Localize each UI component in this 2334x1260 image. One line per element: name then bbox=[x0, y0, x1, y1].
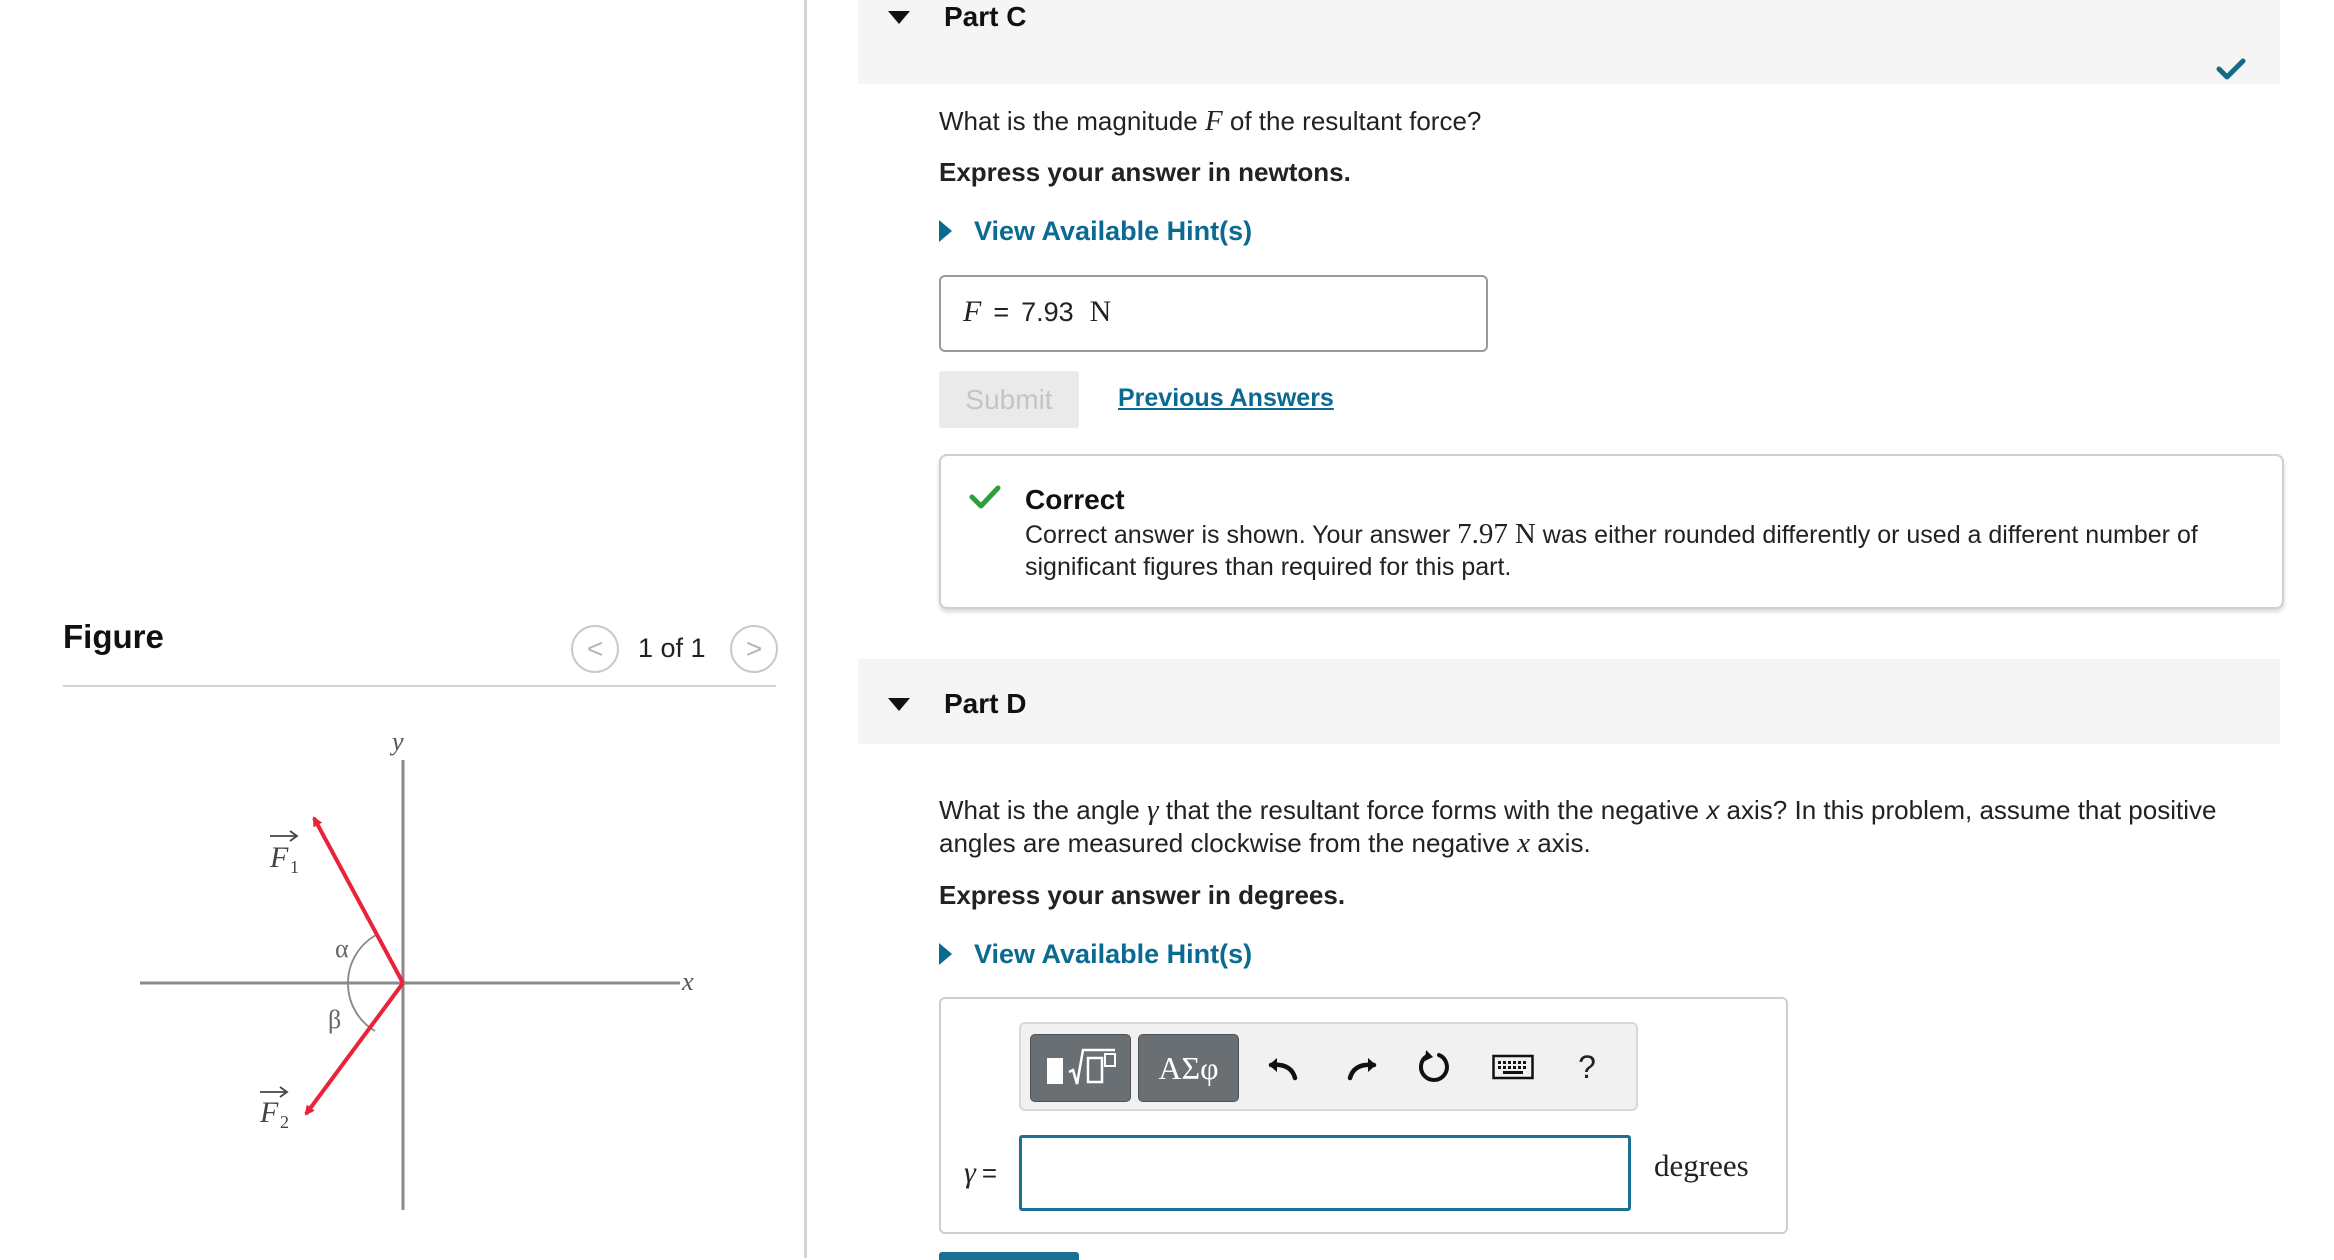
chevron-left-icon: < bbox=[586, 633, 604, 664]
redo-icon bbox=[1344, 1052, 1378, 1082]
reset-icon bbox=[1417, 1049, 1453, 1085]
undo-button[interactable] bbox=[1261, 1044, 1307, 1090]
feedback-unit: N bbox=[1514, 518, 1536, 550]
alpha-arc bbox=[348, 934, 378, 983]
part-d-instruction: Express your answer in degrees. bbox=[939, 880, 1346, 910]
vector-f2-subscript: 2 bbox=[280, 1112, 289, 1132]
part-c-title: Part C bbox=[944, 1, 1027, 32]
caret-down-icon bbox=[888, 11, 910, 24]
gamma-answer-input[interactable] bbox=[1019, 1135, 1631, 1211]
templates-button[interactable] bbox=[1030, 1034, 1131, 1102]
math-toolbar bbox=[1019, 1022, 1638, 1111]
part-d-submit-button[interactable] bbox=[939, 1252, 1079, 1260]
part-d-hints-toggle[interactable] bbox=[939, 939, 1252, 969]
answer-equals: = bbox=[993, 297, 1010, 327]
correct-feedback-box bbox=[939, 454, 2284, 609]
figure-title: Figure bbox=[63, 618, 164, 655]
keyboard-button[interactable] bbox=[1486, 1044, 1540, 1090]
greek-symbols-button[interactable]: ΑΣφ bbox=[1138, 1034, 1239, 1102]
feedback-line-1: Correct answer is shown. Your answer 7.97 N was either rounded differently or used a different number of bbox=[1025, 518, 2198, 550]
gamma-variable: γ bbox=[1147, 794, 1159, 826]
angle-beta-label: β bbox=[328, 1005, 342, 1034]
question-variable: F bbox=[1204, 105, 1223, 137]
part-c-header[interactable] bbox=[858, 0, 2280, 84]
previous-answers-link[interactable]: Previous Answers bbox=[1118, 384, 1334, 412]
chevron-right-icon: > bbox=[745, 633, 763, 664]
reset-button[interactable] bbox=[1412, 1044, 1458, 1090]
undo-icon bbox=[1267, 1052, 1301, 1082]
answer-value: 7.93 bbox=[1021, 297, 1074, 327]
help-button[interactable]: ? bbox=[1578, 1048, 1596, 1085]
view-hints-link[interactable]: View Available Hint(s) bbox=[974, 938, 1253, 969]
figure-prev-button[interactable] bbox=[571, 625, 619, 673]
caret-down-icon bbox=[888, 698, 910, 711]
caret-right-icon bbox=[939, 220, 952, 242]
part-c-answer-box bbox=[939, 275, 1488, 352]
feedback-value: 7.97 bbox=[1457, 518, 1508, 550]
part-c-instruction: Express your answer in newtons. bbox=[939, 157, 1351, 187]
feedback-line-2: significant figures than required for this part. bbox=[1025, 553, 1512, 581]
gamma-input-label: γ = bbox=[964, 1156, 998, 1189]
answer-unit: N bbox=[1089, 295, 1112, 328]
vector-f1-label: F bbox=[270, 841, 289, 874]
templates-icon bbox=[1041, 1046, 1121, 1090]
angle-alpha-label: α bbox=[335, 934, 349, 963]
part-d-question-line-2: angles are measured clockwise from the negative x axis. bbox=[939, 827, 1591, 859]
figure-pager-count: 1 of 1 bbox=[638, 633, 706, 663]
answer-variable: F bbox=[963, 295, 982, 328]
view-hints-link[interactable]: View Available Hint(s) bbox=[974, 215, 1253, 246]
figure-next-button[interactable] bbox=[730, 625, 778, 673]
y-axis-label: y bbox=[392, 727, 404, 756]
part-d-header[interactable] bbox=[858, 659, 2280, 744]
vector-f2-arrow bbox=[306, 983, 403, 1114]
part-d-question-line-1: What is the angle γ that the resultant force forms with the negative x axis? In this problem, assume that positive bbox=[939, 794, 2217, 826]
feedback-title: Correct bbox=[1025, 484, 1125, 515]
part-c-hints-toggle[interactable] bbox=[939, 216, 1252, 246]
unit-label: degrees bbox=[1654, 1148, 1749, 1183]
caret-right-icon bbox=[939, 943, 952, 965]
figure-divider bbox=[63, 685, 776, 687]
part-c-question: What is the magnitude F of the resultant force? bbox=[939, 105, 1482, 137]
x-axis-label: x bbox=[682, 967, 694, 996]
redo-button[interactable] bbox=[1338, 1044, 1384, 1090]
correct-checkmark-icon bbox=[969, 484, 1001, 510]
checkmark-icon bbox=[2216, 57, 2246, 81]
part-c-submit-button[interactable]: Submit bbox=[939, 371, 1079, 428]
force-diagram bbox=[120, 720, 740, 1220]
part-d-title: Part D bbox=[944, 688, 1027, 719]
vector-f1-subscript: 1 bbox=[290, 857, 299, 877]
vector-f1-arrow bbox=[314, 818, 403, 983]
vector-f2-label: F bbox=[260, 1096, 279, 1129]
keyboard-icon bbox=[1492, 1054, 1534, 1080]
panel-divider bbox=[804, 0, 807, 1258]
